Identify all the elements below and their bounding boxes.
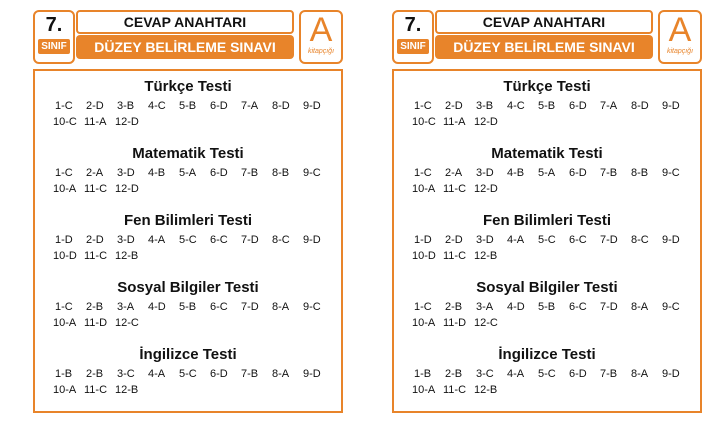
grade-number: 7. [404,14,422,36]
answer-item: 9-C [303,301,321,313]
booklet-letter: A [668,11,692,49]
answer-item: 9-D [303,234,321,246]
test-section [35,345,341,402]
answer-item: 6-C [569,301,587,313]
answer-item: 10-D [412,250,436,262]
answer-item: 12-D [474,116,498,128]
answer-item: 10-C [412,116,436,128]
answer-item: 8-C [631,234,649,246]
grade-label: SINIF [397,39,429,54]
card-header [33,7,343,63]
answer-item: 3-A [476,301,494,313]
answer-key-card [33,7,343,396]
answer-item: 5-B [538,100,556,112]
answer-item: 9-C [662,301,680,313]
answer-item: 6-D [569,167,587,179]
answer-item: 9-D [662,100,680,112]
answer-item: 2-D [445,234,463,246]
answer-item: 9-D [303,368,321,380]
answer-item: 11-C [84,183,108,195]
answer-item: 1-D [55,234,73,246]
answer-item: 1-C [414,301,432,313]
answer-item: 12-B [115,384,139,396]
answer-item: 4-C [507,100,525,112]
answer-item: 12-C [115,317,139,329]
answer-item: 2-A [86,167,104,179]
answer-item: 2-A [445,167,463,179]
section-title: Fen Bilimleri Testi [123,212,253,229]
section-title: İngilizce Testi [139,346,237,363]
answer-item: 5-B [179,100,197,112]
answer-item: 3-D [476,167,494,179]
answer-item: 6-C [210,234,228,246]
answer-item: 7-B [241,368,259,380]
test-section [35,77,341,134]
answer-item: 8-A [272,301,290,313]
answer-list [394,234,700,268]
answer-item: 7-A [241,100,259,112]
answer-list [394,100,700,134]
answer-item: 10-A [412,317,436,329]
answer-item: 11-D [84,317,108,329]
answer-item: 8-A [272,368,290,380]
exam-title: DÜZEY BELİRLEME SINAVI [76,35,294,59]
grade-label: SINIF [38,39,70,54]
answer-item: 2-B [445,301,463,313]
answer-item: 10-C [53,116,77,128]
grade-badge [392,10,434,64]
answer-item: 5-C [179,368,197,380]
answer-item: 9-D [303,100,321,112]
answer-item: 4-B [148,167,166,179]
answer-item: 11-A [84,116,107,128]
answer-item: 1-B [55,368,73,380]
answer-item: 3-D [476,234,494,246]
answer-item: 8-B [631,167,649,179]
answer-item: 8-D [631,100,649,112]
answer-item: 8-D [272,100,290,112]
answer-item: 7-D [241,234,259,246]
answer-item: 4-C [148,100,166,112]
grade-badge [33,10,75,64]
answer-item: 11-C [84,384,108,396]
answer-item: 9-C [662,167,680,179]
answer-item: 8-A [631,301,649,313]
answer-item: 4-D [148,301,166,313]
answer-item: 3-C [117,368,135,380]
answer-item: 4-B [507,167,525,179]
answer-item: 11-C [443,183,467,195]
answer-list [394,368,700,402]
answer-item: 10-A [53,384,77,396]
booklet-label: kitapçığı [307,48,335,55]
answer-item: 2-B [445,368,463,380]
section-title: Türkçe Testi [503,78,591,95]
answer-list [394,301,700,335]
answer-item: 5-A [179,167,197,179]
booklet-badge [658,10,702,64]
answer-key-body [33,69,343,413]
answer-item: 4-D [507,301,525,313]
answer-item: 7-B [600,167,618,179]
answer-item: 5-B [538,301,556,313]
answer-item: 3-D [117,234,135,246]
answer-item: 12-B [474,250,498,262]
test-section [394,77,700,134]
answer-item: 5-C [179,234,197,246]
answer-item: 6-D [569,368,587,380]
exam-title: DÜZEY BELİRLEME SINAVI [435,35,653,59]
card-header [392,7,702,63]
answer-item: 2-B [86,368,104,380]
answer-item: 12-B [115,250,139,262]
answer-item: 6-D [210,368,228,380]
answer-item: 4-A [148,368,166,380]
answer-item: 10-A [412,183,436,195]
answer-item: 1-C [414,100,432,112]
answer-item: 7-B [600,368,618,380]
answer-item: 7-D [241,301,259,313]
answer-item: 12-B [474,384,498,396]
answer-item: 4-A [507,368,525,380]
answer-item: 12-C [474,317,498,329]
answer-item: 2-D [86,234,104,246]
booklet-badge [299,10,343,64]
answer-item: 10-A [412,384,436,396]
answer-item: 11-D [443,317,467,329]
answer-item: 7-A [600,100,618,112]
answer-item: 5-B [179,301,197,313]
answer-item: 3-D [117,167,135,179]
test-section [35,278,341,335]
answer-item: 7-B [241,167,259,179]
answer-item: 9-D [662,234,680,246]
answer-item: 2-B [86,301,104,313]
answer-item: 11-C [443,384,467,396]
answer-item: 8-C [272,234,290,246]
answer-list [35,301,341,335]
test-section [394,278,700,335]
answer-item: 4-A [507,234,525,246]
answer-item: 6-D [210,100,228,112]
section-title: Sosyal Bilgiler Testi [117,279,259,296]
answer-item: 10-D [53,250,77,262]
section-title: Türkçe Testi [144,78,232,95]
answer-item: 3-C [476,368,494,380]
answer-item: 3-A [117,301,135,313]
answer-key-title: CEVAP ANAHTARI [76,10,294,34]
answer-key-card [392,7,702,396]
answer-item: 9-D [662,368,680,380]
answer-item: 5-A [538,167,556,179]
section-title: Matematik Testi [491,145,603,162]
answer-item: 3-B [117,100,135,112]
section-title: Sosyal Bilgiler Testi [476,279,618,296]
answer-item: 11-C [443,250,467,262]
answer-item: 10-A [53,317,77,329]
answer-item: 1-D [414,234,432,246]
answer-item: 11-C [84,250,108,262]
answer-item: 8-A [631,368,649,380]
answer-item: 1-C [55,167,73,179]
test-section [394,211,700,268]
answer-item: 1-B [414,368,432,380]
answer-item: 7-D [600,301,618,313]
answer-item: 7-D [600,234,618,246]
answer-item: 11-A [443,116,466,128]
answer-item: 9-C [303,167,321,179]
answer-item: 2-D [445,100,463,112]
answer-item: 4-A [148,234,166,246]
answer-list [35,234,341,268]
answer-key-title: CEVAP ANAHTARI [435,10,653,34]
answer-item: 12-D [474,183,498,195]
section-title: Matematik Testi [132,145,244,162]
section-title: İngilizce Testi [498,346,596,363]
section-title: Fen Bilimleri Testi [482,212,612,229]
answer-item: 12-D [115,116,139,128]
answer-list [35,100,341,134]
answer-item: 2-D [86,100,104,112]
answer-item: 12-D [115,183,139,195]
answer-item: 3-B [476,100,494,112]
answer-item: 6-C [210,301,228,313]
answer-key-body [392,69,702,413]
answer-list [394,167,700,201]
booklet-letter: A [309,11,333,49]
answer-item: 5-C [538,234,556,246]
answer-list [35,368,341,402]
answer-item: 8-B [272,167,290,179]
test-section [35,144,341,201]
booklet-label: kitapçığı [666,48,694,55]
answer-item: 1-C [55,301,73,313]
test-section [35,211,341,268]
test-section [394,345,700,402]
answer-item: 6-D [569,100,587,112]
answer-item: 6-D [210,167,228,179]
answer-item: 1-C [55,100,73,112]
answer-item: 5-C [538,368,556,380]
test-section [394,144,700,201]
grade-number: 7. [45,14,63,36]
answer-list [35,167,341,201]
answer-item: 1-C [414,167,432,179]
answer-item: 10-A [53,183,77,195]
answer-item: 6-C [569,234,587,246]
